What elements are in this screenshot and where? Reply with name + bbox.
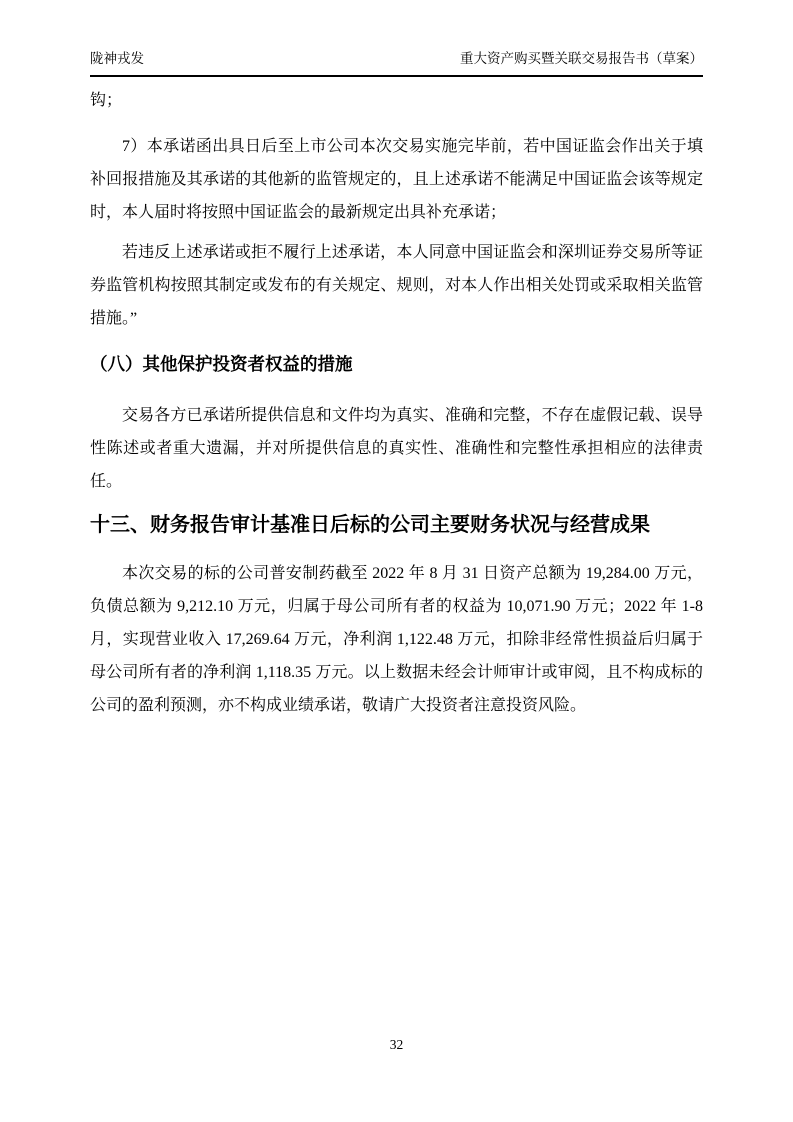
paragraph-target-financials: 本次交易的标的公司普安制药截至 2022 年 8 月 31 日资产总额为 19,284.00 万元，负债总额为 9,212.10 万元，归属于母公司所有者的权益为 10,071.90 万元；2022 年 1-8 月，实现营业收入 17,269.64 万元，净利润 1,122.48 万元，扣除非经常性损益后归属于母公司所有者的净利润 1,118.35 万元。以上数据未经会计师审计或审阅，且不构成标的公司的盈利预测，亦不构成业绩承诺，敬请广大投资者注意投资风险。 (90, 565, 703, 714)
page-header (90, 50, 703, 77)
paragraph-commitment-7: 7）本承诺函出具日后至上市公司本次交易实施完毕前，若中国证监会作出关于填补回报措施及其承诺的其他新的监管规定的，且上述承诺不能满足中国证监会该等规定时，本人届时将按照中国证监会的最新规定出具补充承诺； (90, 138, 703, 221)
header-right-text: 重大资产购买暨关联交易报告书（草案） (460, 51, 703, 66)
section-heading-financial-status: 十三、财务报告审计基准日后标的公司主要财务状况与经营成果 (90, 514, 650, 536)
paragraph-fragment: 钩； (90, 92, 123, 109)
header-left-text: 陇神戎发 (90, 51, 144, 66)
paragraph-violation-clause: 若违反上述承诺或拒不履行上述承诺，本人同意中国证监会和深圳证券交易所等证券监管机构按照其制定或发布的有关规定、规则，对本人作出相关处罚或采取相关监管措施。” (90, 244, 703, 327)
document-body (90, 84, 703, 722)
paragraph-information-truthfulness: 交易各方已承诺所提供信息和文件均为真实、准确和完整，不存在虚假记载、误导性陈述或者重大遗漏，并对所提供信息的真实性、准确性和完整性承担相应的法律责任。 (90, 407, 703, 490)
section-heading-investor-protection: （八）其他保护投资者权益的措施 (90, 354, 353, 374)
page-footer (0, 1036, 793, 1054)
page-number: 32 (389, 1037, 404, 1052)
